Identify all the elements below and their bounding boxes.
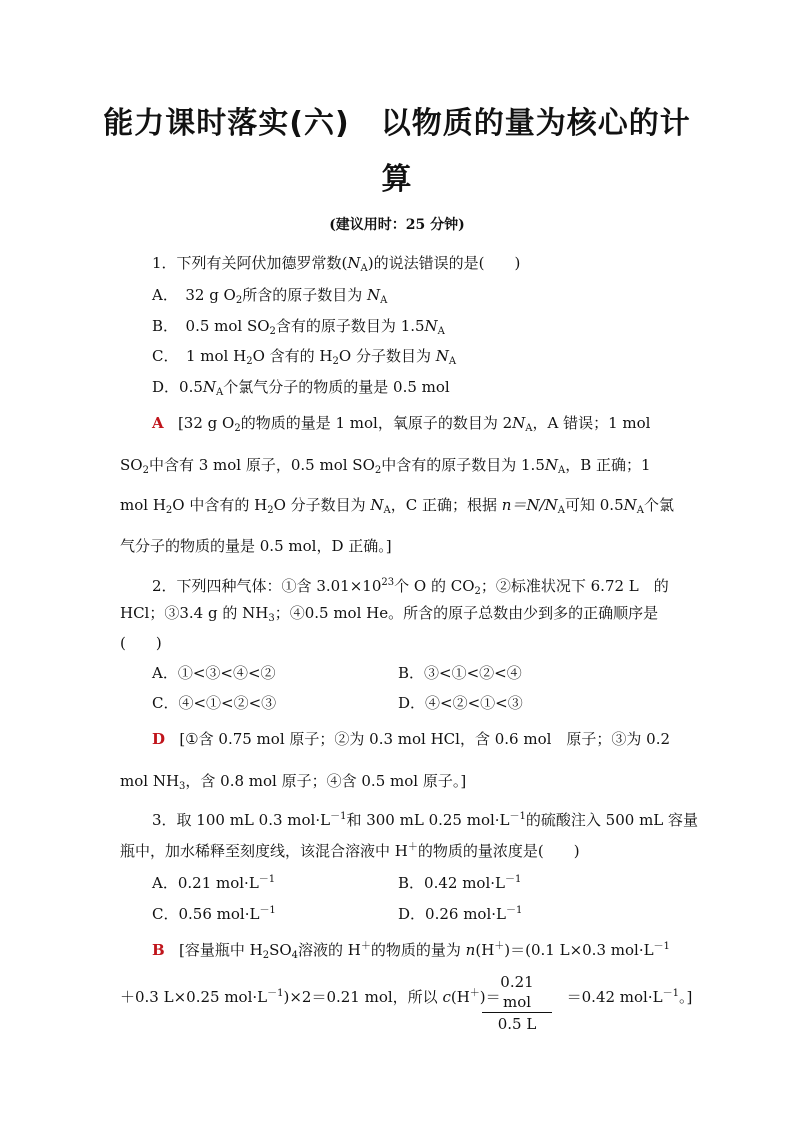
q1-stem: 1．下列有关阿伏加德罗常数$(N_A)$的说法错误的是( ) <box>152 254 521 274</box>
q2-option-c: C．④<①<②<③ <box>152 694 277 712</box>
fraction-numerator: 0.21 mol <box>482 972 552 1013</box>
q3-option-b: B．0.42 $mol\cdot L^{-1}$ <box>398 874 522 892</box>
q1-option-b: B． 0.5 mol $SO_2$含有的原子数目为 $1.5N_A$ <box>152 317 445 337</box>
q2-stem-line-3: ( ) <box>120 634 162 652</box>
q3-explanation-line-1: B [容量瓶中 $H_2SO_4$溶液的 H＋的物质的量为 n(H＋)＝(0.1 L×0.3 $mol\cdot L^{-1}$ <box>152 941 670 961</box>
q2-explanation-line-2: mol $NH_3$，含 0.8 mol 原子；④含 0.5 mol 原子。] <box>120 772 467 792</box>
q1-answer: A <box>152 414 164 432</box>
q2-option-b: B．③<①<②<④ <box>398 664 522 682</box>
q2-option-d: D．④<②<①<③ <box>398 694 523 712</box>
q1-explanation-line-2: $SO_2$中含有 3 mol 原子，0.5 mol $SO_2$中含有的原子数目为 $1.5N_A$，B 正确；1 <box>120 456 651 476</box>
time-note: (建议用时：25 分钟) <box>329 217 465 233</box>
q1-explanation-line-4: 气分子的物质的量是 0.5 mol，D 正确。] <box>120 537 392 555</box>
q3-option-c: C．0.56 $mol\cdot L^{-1}$ <box>152 905 276 923</box>
q1-option-c: C． 1 mol $H_2O$ 含有的 $H_2O$ 分子数目为 $N_A$ <box>152 347 457 367</box>
q3-option-a: A．0.21 $mol\cdot L^{-1}$ <box>152 874 276 892</box>
q1-explanation-line-3: mol $H_2O$ 中含有的 $H_2O$ 分子数目为 $N_A$，C 正确；根据 $n=N/N_A$可知 $0.5N_A$个氯 <box>120 496 674 516</box>
q3-stem-line-2: 瓶中，加水稀释至刻度线，该混合溶液中 H＋的物质的量浓度是( ) <box>120 842 580 860</box>
q2-stem-line-2: HCl；③3.4 g 的 $NH_3$；④0.5 mol He。所含的原子总数由少到多的正确顺序是 <box>120 604 659 624</box>
q3-explanation-line-2: ＋0.3 L×0.25 $mol\cdot L^{-1})\times 2=0.21$ mol，所以 c(H＋)＝ ＝0.42 $mol\cdot L^{-1}$。] <box>120 988 693 1006</box>
q2-explanation-line-1: D [①含 0.75 mol 原子；②为 0.3 mol HCl，含 0.6 mol 原子；③为 0.2 <box>152 730 671 748</box>
q1-option-d: D．$0.5N_A$个氯气分子的物质的量是 0.5 mol <box>152 378 450 398</box>
q2-option-a: A．①<③<④<② <box>152 664 276 682</box>
q1-option-a: A． 32 g $O_2$所含的原子数目为 $N_A$ <box>152 286 388 306</box>
fraction-denominator: 0.5 L <box>497 1015 537 1033</box>
q3-answer: B <box>152 941 165 959</box>
q3-option-d: D．0.26 $mol\cdot L^{-1}$ <box>398 905 523 923</box>
q1-explanation-line-1: A [32 g $O_2$的物质的量是 1 mol，氧原子的数目为 $2N_A$，A 错误；1 mol <box>152 414 651 434</box>
q2-answer: D <box>152 730 166 748</box>
page-title-line-2: 算 <box>381 162 413 197</box>
page-title-line-1: 能力课时落实(六) 以物质的量为核心的计 <box>103 106 691 141</box>
q3-stem-line-1: 3．取 100 mL 0.3 $mol\cdot L^{-1}$和 300 mL 0.25 $mol\cdot L^{-1}$的硫酸注入 500 mL 容量 <box>152 811 699 829</box>
q2-stem-line-1: 2．下列四种气体：①含 $3.01\times 10^{23}$个 O 的 $CO_2$；②标准状况下 6.72 L 的 <box>152 577 669 597</box>
concentration-fraction <box>482 972 552 1035</box>
